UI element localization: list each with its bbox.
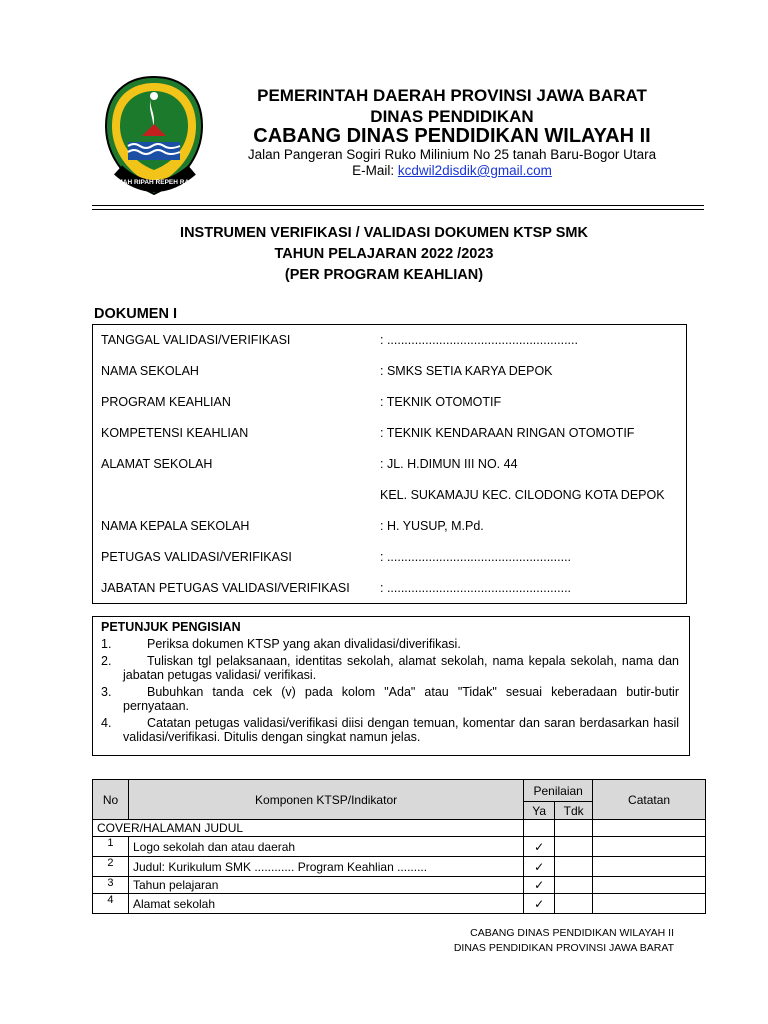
row-notes[interactable] xyxy=(593,857,706,877)
col-header-notes: Catatan xyxy=(593,780,706,820)
row-yes-check[interactable]: ✓ xyxy=(524,877,555,894)
form-label-officer-position: JABATAN PETUGAS VALIDASI/VERIFIKASI xyxy=(101,581,350,595)
row-indicator: Judul: Kurikulum SMK ............ Program Keahlian ......... xyxy=(128,857,523,877)
row-number: 4 xyxy=(93,894,129,914)
row-number: 2 xyxy=(93,857,129,877)
instruction-text: Periksa dokumen KTSP yang akan divalidasi/diverifikasi. xyxy=(147,637,461,651)
document-label: DOKUMEN I xyxy=(94,306,177,322)
form-value-principal[interactable]: : H. YUSUP, M.Pd. xyxy=(380,519,484,533)
header-rule xyxy=(92,205,704,206)
ktsp-checklist-table xyxy=(92,779,706,914)
instructions-box xyxy=(92,616,690,756)
svg-text:GEMAH RIPAH REPEH RAPIH: GEMAH RIPAH REPEH RAPIH xyxy=(108,179,200,186)
doc-scope: (PER PROGRAM KEAHLIAN) xyxy=(284,267,484,283)
form-value-officer-position[interactable]: : ..................................................... xyxy=(380,581,572,595)
instruction-item xyxy=(101,685,679,713)
row-notes[interactable] xyxy=(593,837,706,857)
row-no-check[interactable] xyxy=(555,894,593,914)
instruction-number: 3. xyxy=(101,685,112,699)
col-header-assessment: Penilaian xyxy=(524,780,593,802)
instructions-heading: PETUNJUK PENGISIAN xyxy=(101,620,241,634)
jawa-barat-emblem-logo xyxy=(102,74,206,198)
form-value-address-2[interactable]: KEL. SUKAMAJU KEC. CILODONG KOTA DEPOK xyxy=(380,488,665,502)
col-header-no: No xyxy=(93,780,129,820)
form-value-officer[interactable]: : ..................................................... xyxy=(380,550,572,564)
email-link[interactable]: kcdwil2disdik@gmail.com xyxy=(397,163,552,178)
header-province: PEMERINTAH DAERAH PROVINSI JAWA BARAT xyxy=(257,86,647,105)
table-row xyxy=(93,857,706,877)
row-indicator: Logo sekolah dan atau daerah xyxy=(128,837,523,857)
doc-year: TAHUN PELAJARAN 2022 /2023 xyxy=(274,246,494,262)
header-rule-thin xyxy=(92,209,704,210)
header-email-line xyxy=(232,163,672,178)
section-title: COVER/HALAMAN JUDUL xyxy=(93,820,524,837)
col-header-no-tick: Tdk xyxy=(555,802,593,820)
form-label-date: TANGGAL VALIDASI/VERIFIKASI xyxy=(101,333,291,347)
header-address: Jalan Pangeran Sogiri Ruko Milinium No 25 tanah Baru-Bogor Utara xyxy=(247,147,657,162)
form-label-school: NAMA SEKOLAH xyxy=(101,364,199,378)
instruction-item xyxy=(101,654,679,682)
instruction-item xyxy=(101,637,679,651)
empty-cell xyxy=(555,820,593,837)
instruction-number: 4. xyxy=(101,716,112,730)
form-label-principal: NAMA KEPALA SEKOLAH xyxy=(101,519,250,533)
doc-title: INSTRUMEN VERIFIKASI / VALIDASI DOKUMEN KTSP SMK xyxy=(180,225,588,241)
form-value-competency[interactable]: : TEKNIK KENDARAAN RINGAN OTOMOTIF xyxy=(380,426,635,440)
col-header-component: Komponen KTSP/Indikator xyxy=(128,780,523,820)
table-row xyxy=(93,894,706,914)
instruction-text: Tuliskan tgl pelaksanaan, identitas sekolah, alamat sekolah, nama kepala sekolah, nama dan jabatan petugas validasi/ verifikasi. xyxy=(123,654,679,682)
identity-form xyxy=(92,324,687,604)
row-no-check[interactable] xyxy=(555,837,593,857)
row-number: 3 xyxy=(93,877,129,894)
table-row xyxy=(93,837,706,857)
form-value-school[interactable]: : SMKS SETIA KARYA DEPOK xyxy=(380,364,553,378)
row-yes-check[interactable]: ✓ xyxy=(524,894,555,914)
footer-line-branch: CABANG DINAS PENDIDIKAN WILAYAH II xyxy=(470,927,674,939)
form-label-program: PROGRAM KEAHLIAN xyxy=(101,395,231,409)
page-footer xyxy=(454,926,674,956)
instruction-text: Catatan petugas validasi/verifikasi diisi dengan temuan, komentar dan saran berdasarkan hasil validasi/verifikasi. Ditulis dengan singkat namun jelas. xyxy=(123,716,679,744)
col-header-yes: Ya xyxy=(524,802,555,820)
header-agency: DINAS PENDIDIKAN xyxy=(370,107,534,126)
row-no-check[interactable] xyxy=(555,857,593,877)
instruction-number: 1. xyxy=(101,637,112,651)
form-label-officer: PETUGAS VALIDASI/VERIFIKASI xyxy=(101,550,292,564)
header-branch: CABANG DINAS PENDIDIKAN WILAYAH II xyxy=(253,125,651,147)
email-label: E-Mail: xyxy=(352,163,398,178)
row-number: 1 xyxy=(93,837,129,857)
empty-cell xyxy=(593,820,706,837)
form-label-address: ALAMAT SEKOLAH xyxy=(101,457,213,471)
empty-cell xyxy=(524,820,555,837)
form-value-program[interactable]: : TEKNIK OTOMOTIF xyxy=(380,395,502,409)
row-indicator: Tahun pelajaran xyxy=(128,877,523,894)
row-indicator: Alamat sekolah xyxy=(128,894,523,914)
form-value-date[interactable]: : ....................................................... xyxy=(380,333,578,347)
table-row xyxy=(93,877,706,894)
row-notes[interactable] xyxy=(593,894,706,914)
row-yes-check[interactable]: ✓ xyxy=(524,857,555,877)
row-no-check[interactable] xyxy=(555,877,593,894)
form-value-address[interactable]: : JL. H.DIMUN III NO. 44 xyxy=(380,457,518,471)
instruction-text: Bubuhkan tanda cek (v) pada kolom "Ada" atau "Tidak" sesuai keberadaan butir-butir pernyataan. xyxy=(123,685,679,713)
footer-line-agency: DINAS PENDIDIKAN PROVINSI JAWA BARAT xyxy=(453,942,674,954)
instruction-number: 2. xyxy=(101,654,112,668)
instruction-item xyxy=(101,716,679,744)
form-label-competency: KOMPETENSI KEAHLIAN xyxy=(101,426,249,440)
row-notes[interactable] xyxy=(593,877,706,894)
row-yes-check[interactable]: ✓ xyxy=(524,837,555,857)
